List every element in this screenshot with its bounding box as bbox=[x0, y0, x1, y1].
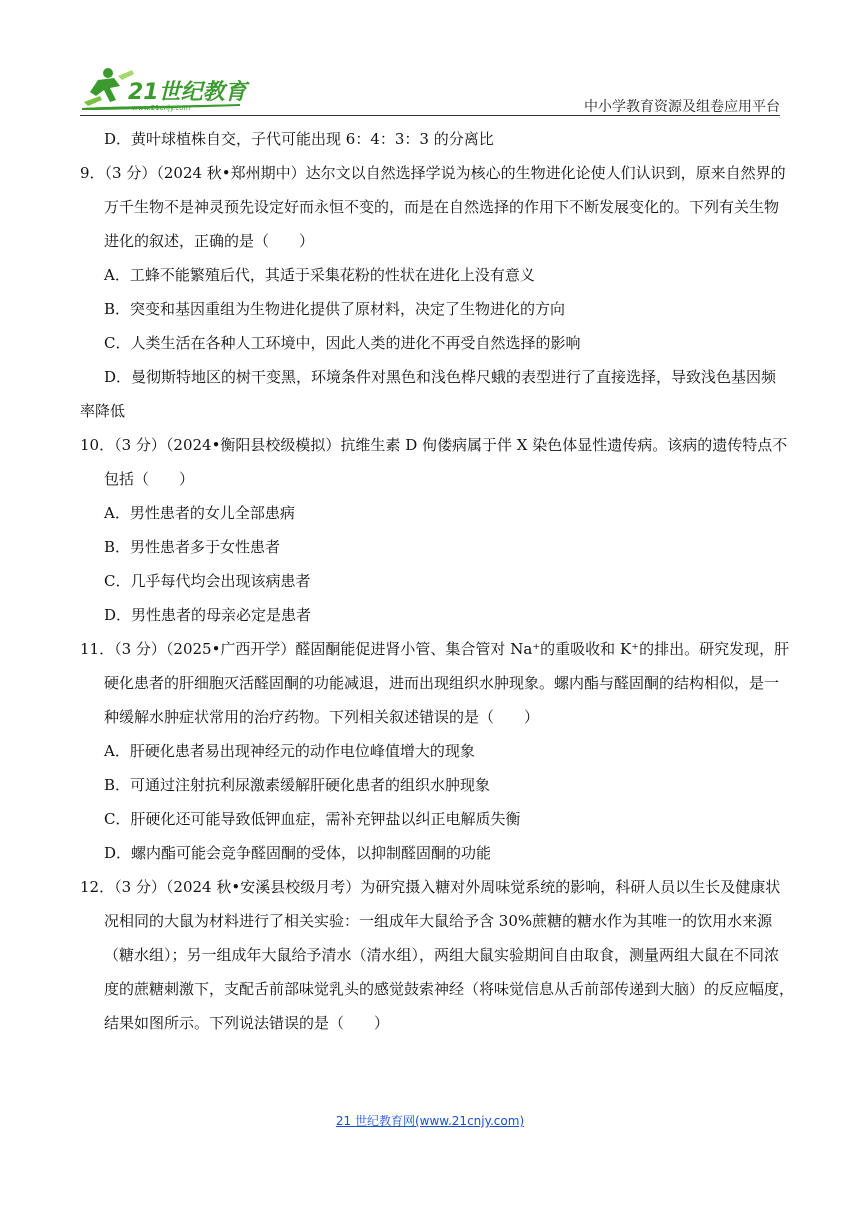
question-9-line: 9．（3 分）（2024 秋•郑州期中）达尔文以自然选择学说为核心的生物进化论使人们认识到，原来自然界的 bbox=[80, 164, 786, 182]
question-12-line: 12．（3 分）（2024 秋•安溪县校级月考）为研究摄入糖对外周味觉系统的影响，科研人员以生长及健康状 bbox=[80, 878, 781, 896]
option-line: B．突变和基因重组为生物进化提供了原材料，决定了生物进化的方向 bbox=[104, 300, 566, 318]
runner-logo-icon bbox=[80, 66, 250, 114]
site-logo[interactable] bbox=[80, 66, 250, 114]
option-line: D．曼彻斯特地区的树干变黑，环境条件对黑色和浅色桦尺蛾的表型进行了直接选择，导致浅色基因频 bbox=[104, 368, 777, 386]
option-line-continued: 率降低 bbox=[80, 402, 126, 420]
option-line: B．可通过注射抗利尿激素缓解肝硬化患者的组织水肿现象 bbox=[104, 776, 491, 794]
question-9-line: 进化的叙述，正确的是（ ） bbox=[104, 232, 315, 250]
option-line: C．几乎每代均会出现该病患者 bbox=[104, 572, 311, 590]
question-10-line: 包括（ ） bbox=[104, 470, 195, 488]
page-header bbox=[80, 66, 780, 118]
header-divider bbox=[80, 115, 780, 116]
question-10-line: 10．（3 分）（2024•衡阳县校级模拟）抗维生素 D 佝偻病属于伴 X 染色体显性遗传病。该病的遗传特点不 bbox=[80, 436, 788, 454]
question-12-line: （糖水组）；另一组成年大鼠给予清水（清水组），两组大鼠实验期间自由取食，测量两组大鼠在不同浓 bbox=[104, 946, 780, 964]
question-11-line: 硬化患者的肝细胞灭活醛固酮的功能减退，进而出现组织水肿现象。螺内酯与醛固酮的结构相似，是一 bbox=[104, 674, 780, 692]
option-line: C．人类生活在各种人工环境中，因此人类的进化不再受自然选择的影响 bbox=[104, 334, 581, 352]
question-11-line: 种缓解水肿症状常用的治疗药物。下列相关叙述错误的是（ ） bbox=[104, 708, 540, 726]
option-line: B．男性患者多于女性患者 bbox=[104, 538, 281, 556]
option-line: A．工蜂不能繁殖后代，其适于采集花粉的性状在进化上没有意义 bbox=[104, 266, 535, 284]
option-line: D．黄叶球植株自交，子代可能出现 6：4：3：3 的分离比 bbox=[104, 130, 494, 148]
question-12-line: 度的蔗糖刺激下，支配舌前部味觉乳头的感觉鼓索神经（将味觉信息从舌前部传递到大脑）的反应幅度， bbox=[104, 980, 795, 998]
question-11-line: 11．（3 分）（2025•广西开学）醛固酮能促进肾小管、集合管对 Na⁺的重吸收和 K⁺的排出。研究发现，肝 bbox=[80, 640, 790, 658]
option-line: A．肝硬化患者易出现神经元的动作电位峰值增大的现象 bbox=[104, 742, 475, 760]
logo-url: www.21cnjy.com bbox=[132, 104, 191, 112]
platform-title: 中小学教育资源及组卷应用平台 bbox=[584, 99, 780, 115]
question-12-line: 况相同的大鼠为材料进行了相关实验：一组成年大鼠给予含 30%蔗糖的糖水作为其唯一的饮用水来源 bbox=[104, 912, 773, 930]
logo-text: 21世纪教育 bbox=[128, 80, 247, 105]
question-content bbox=[80, 122, 795, 1040]
option-line: D．男性患者的母亲必定是患者 bbox=[104, 606, 312, 624]
option-line: C．肝硬化还可能导致低钾血症，需补充钾盐以纠正电解质失衡 bbox=[104, 810, 521, 828]
footer-link[interactable]: 21 世纪教育网(www.21cnjy.com) bbox=[335, 1114, 525, 1128]
question-12-line: 结果如图所示。下列说法错误的是（ ） bbox=[104, 1014, 390, 1032]
option-line: A．男性患者的女儿全部患病 bbox=[104, 504, 295, 522]
question-9-line: 万千生物不是神灵预先设定好而永恒不变的，而是在自然选择的作用下不断发展变化的。下列有关生物 bbox=[104, 198, 780, 216]
page-footer bbox=[0, 1112, 860, 1129]
option-line: D．螺内酯可能会竞争醛固酮的受体，以抑制醛固酮的功能 bbox=[104, 844, 492, 862]
